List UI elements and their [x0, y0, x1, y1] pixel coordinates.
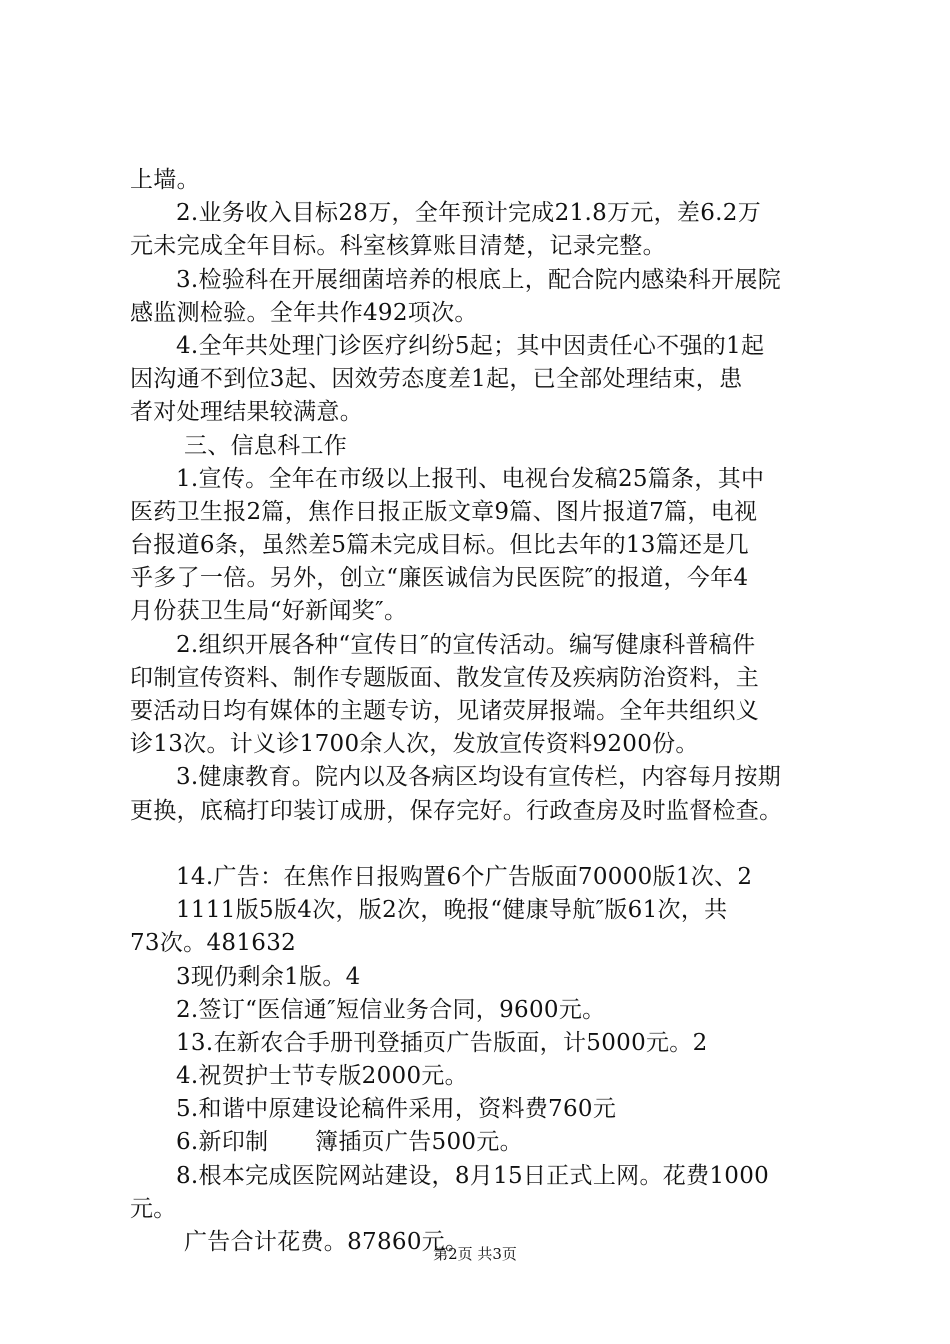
page-footer: 第2页 共3页 — [433, 1245, 517, 1263]
text-line: 月份获卫生局“好新闻奖″。 — [130, 598, 408, 625]
text-line: 医药卫生报2篇，焦作日报正版文章9篇、图片报道7篇，电视 — [130, 498, 758, 525]
body-text — [130, 164, 840, 1259]
text-line: 上墙。 — [130, 167, 200, 193]
text-line: 2.组织开展各种“宣传日″的宣传活动。编写健康科普稿件 — [176, 631, 756, 658]
text-line: 印制宣传资料、制作专题版面、散发宣传及疾病防治资料，主 — [130, 664, 760, 691]
text-line: 更换，底稿打印装订成册，保存完好。行政查房及时监督检查。 — [130, 797, 783, 824]
text-line: 元未完成全年目标。科室核算账目清楚，记录完整。 — [130, 233, 666, 260]
text-line: 台报道6条，虽然差5篇未完成目标。但比去年的13篇还是几 — [130, 532, 749, 559]
text-line: 3.健康教育。院内以及各病区均设有宣传栏，内容每月按期 — [176, 764, 782, 791]
text-line: 2.签订“医信通″短信业务合同，9600元。 — [176, 996, 606, 1023]
text-line: 8.根本完成医院网站建设，8月15日正式上网。花费1000 — [176, 1162, 770, 1189]
text-line: 73次。481632 — [130, 930, 297, 957]
text-line: 4.全年共处理门诊医疗纠纷5起；其中因责任心不强的1起 — [176, 332, 765, 359]
text-line: 广告合计花费。87860元。 — [184, 1229, 469, 1255]
text-line: 1.宣传。全年在市级以上报刊、电视台发稿25篇条，其中 — [176, 465, 765, 492]
text-line: 5.和谐中原建设论稿件采用，资料费760元 — [176, 1096, 617, 1123]
text-line: 元。 — [130, 1195, 177, 1222]
paragraph-gap — [130, 828, 840, 861]
text-line: 3现仍剩余1版。4 — [176, 963, 361, 990]
section-heading: 三、信息科工作 — [184, 432, 348, 459]
text-line: 因沟通不到位3起、因效劳态度差1起，已全部处理结束，患 — [130, 366, 743, 393]
text-line: 13.在新农合手册刊登插页广告版面，计5000元。2 — [176, 1029, 708, 1056]
text-line: 要活动日均有媒体的主题专访，见诸荧屏报端。全年共组织义 — [130, 698, 760, 724]
text-line: 感监测检验。全年共作492项次。 — [130, 299, 478, 326]
text-line: 14.广告：在焦作日报购置6个广告版面70000版1次、2 — [176, 863, 753, 890]
text-line: 乎多了一倍。另外，创立“廉医诚信为民医院″的报道，今年4 — [130, 565, 749, 592]
text-line: 6.新印制 簿插页广告500元。 — [176, 1129, 523, 1156]
text-line: 2.业务收入目标28万，全年预计完成21.8万元，差6.2万 — [176, 200, 761, 227]
text-line: 者对处理结果较满意。 — [130, 399, 363, 426]
text-line: 4.祝贺护士节专版2000元。 — [176, 1063, 468, 1090]
text-line: 诊13次。计义诊1700余人次，发放宣传资料9200份。 — [130, 731, 699, 758]
text-line: 3.检验科在开展细菌培养的根底上，配合院内感染科开展院 — [176, 266, 782, 293]
text-line: 1111版5版4次，版2次，晚报“健康导航″版61次，共 — [176, 897, 728, 924]
